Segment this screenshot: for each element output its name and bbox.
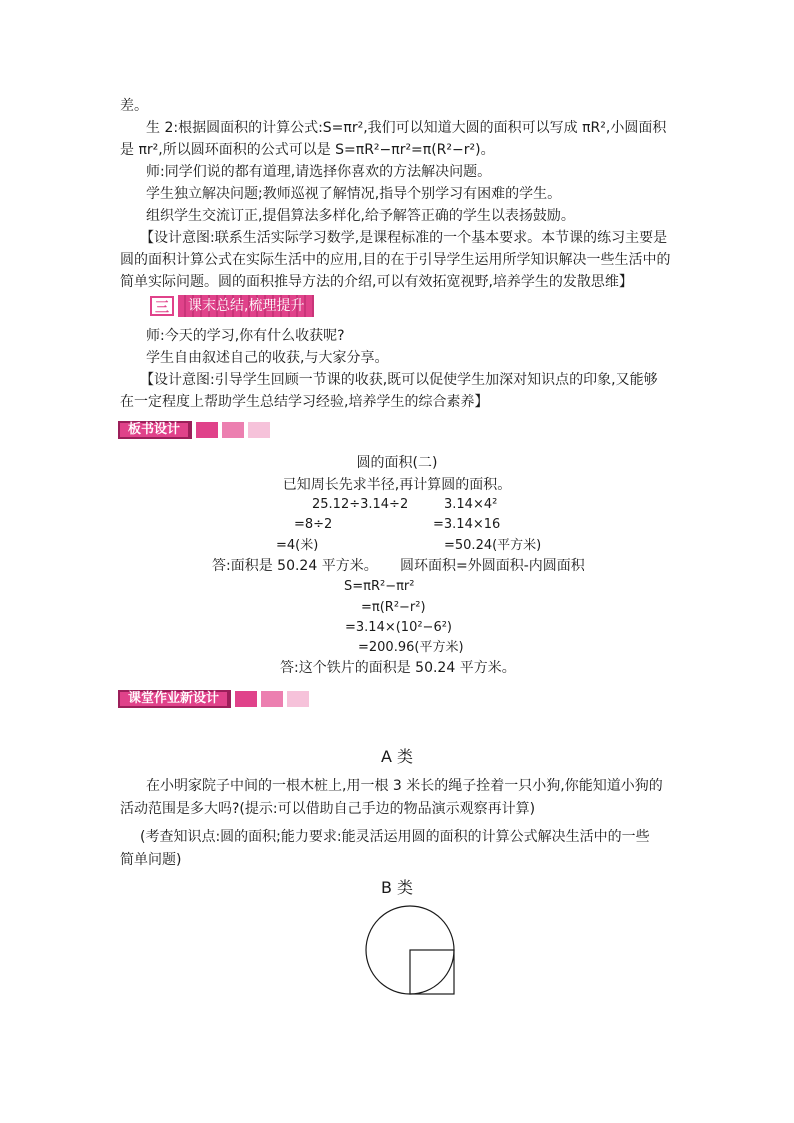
- tag-square: [287, 691, 309, 707]
- tag-square: [261, 691, 283, 707]
- text-line: 在一定程度上帮助学生总结学习经验,培养学生的综合素养】: [120, 394, 489, 410]
- text-line: 师:今天的学习,你有什么收获呢?: [146, 328, 345, 344]
- section-title: 课末总结,梳理提升: [178, 295, 314, 317]
- board-design-tag: [118, 421, 270, 439]
- text-line: 学生自由叙述自己的收获,与大家分享。: [146, 350, 389, 366]
- tag-label: 课堂作业新设计: [118, 690, 231, 708]
- calc-left: =8÷2: [294, 517, 333, 532]
- calc-right: =3.14×16: [433, 517, 501, 532]
- board-title: 圆的面积(二): [356, 455, 438, 471]
- knowledge-note: (考查知识点:圆的面积;能力要求:能灵活运用圆的面积的计算公式解决生活中的一些: [140, 829, 650, 845]
- circle-square-figure: [360, 900, 460, 1000]
- board-subtitle: 已知周长先求半径,再计算圆的面积。: [282, 477, 512, 493]
- tag-label: 板书设计: [118, 421, 192, 439]
- text-line: 生 2:根据圆面积的计算公式:S=πr²,我们可以知道大圆的面积可以写成 πR²,小圆面积: [146, 120, 667, 136]
- text-line: 师:同学们说的都有道理,请选择你喜欢的方法解决问题。: [146, 164, 492, 180]
- calc-left: 25.12÷3.14÷2: [312, 497, 409, 512]
- text-line: 圆的面积计算公式在实际生活中的应用,目的在于引导学生运用所学知识解决一些生活中的: [120, 252, 671, 268]
- text-line: 组织学生交流订正,提倡算法多样化,给予解答正确的学生以表扬鼓励。: [146, 208, 575, 224]
- tag-square: [196, 422, 218, 438]
- formula-line: =π(R²−r²): [361, 600, 426, 615]
- formula-line: =200.96(平方米): [358, 640, 464, 655]
- text-line: 差。: [120, 98, 148, 114]
- tag-square: [248, 422, 270, 438]
- design-intent: 【设计意图:引导学生回顾一节课的收获,既可以促使学生加深对知识点的印象,又能够: [140, 372, 658, 388]
- section-number: 三: [150, 296, 174, 316]
- text-line: 学生独立解决问题;教师巡视了解情况,指导个别学习有困难的学生。: [146, 186, 562, 202]
- category-a-title: A 类: [380, 747, 414, 766]
- calc-right: =50.24(平方米): [444, 538, 542, 553]
- text-line: 是 πr²,所以圆环面积的公式可以是 S=πR²−πr²=π(R²−r²)。: [120, 142, 495, 158]
- calc-answer: 答:面积是 50.24 平方米。: [212, 558, 378, 574]
- category-b-title: B 类: [380, 878, 414, 897]
- formula-line: =3.14×(10²−6²): [345, 620, 453, 635]
- calc-right: 3.14×4²: [444, 497, 498, 512]
- knowledge-note: 简单问题): [120, 852, 182, 868]
- square-shape: [410, 950, 454, 994]
- tag-square: [222, 422, 244, 438]
- calc-left: =4(米): [276, 538, 319, 553]
- question-text: 活动范围是多大吗?(提示:可以借助自己手边的物品演示观察再计算): [120, 801, 536, 817]
- design-intent: 【设计意图:联系生活实际学习数学,是课程标准的一个基本要求。本节课的练习主要是: [140, 230, 668, 246]
- text-line: 简单实际问题。圆的面积推导方法的介绍,可以有效拓宽视野,培养学生的发散思维】: [120, 274, 633, 290]
- formula-line: S=πR²−πr²: [344, 579, 415, 594]
- section-heading: [150, 295, 314, 317]
- tag-square: [235, 691, 257, 707]
- board-answer: 答:这个铁片的面积是 50.24 平方米。: [280, 660, 516, 676]
- homework-design-tag: [118, 690, 309, 708]
- question-text: 在小明家院子中间的一根木桩上,用一根 3 米长的绳子拴着一只小狗,你能知道小狗的: [146, 778, 663, 794]
- ring-formula: 圆环面积=外圆面积-内圆面积: [400, 558, 585, 574]
